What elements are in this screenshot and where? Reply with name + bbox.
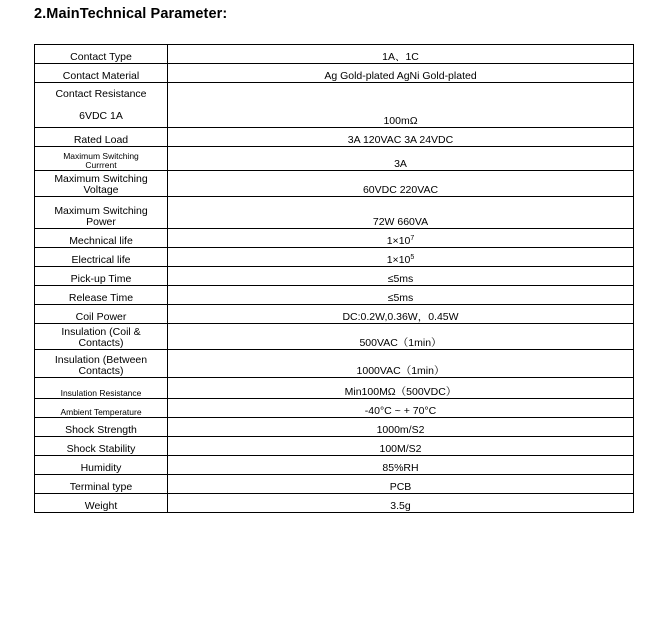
parameter-label: Electrical life xyxy=(35,248,168,267)
table-row xyxy=(35,171,634,197)
parameter-label-line: Contact Resistance xyxy=(55,88,147,100)
table-row xyxy=(35,305,634,324)
parameter-label: Shock Strength xyxy=(35,418,168,437)
parameter-value: 60VDC 220VAC xyxy=(168,171,634,197)
section-heading: 2.MainTechnical Parameter: xyxy=(34,6,228,22)
parameter-value: ≤5ms xyxy=(168,286,634,305)
parameter-label: Shock Stability xyxy=(35,437,168,456)
parameter-value: 1000m/S2 xyxy=(168,418,634,437)
parameter-value: 100M/S2 xyxy=(168,437,634,456)
table-row xyxy=(35,64,634,83)
parameter-label: Terminal type xyxy=(35,475,168,494)
parameter-value xyxy=(168,229,634,248)
table-row xyxy=(35,286,634,305)
parameter-label-line: Currrent xyxy=(85,160,117,170)
table-row xyxy=(35,45,634,64)
parameter-label-line: Maximum Switching xyxy=(54,205,148,217)
parameter-label-line: 6VDC 1A xyxy=(79,110,123,122)
parameter-value: 85%RH xyxy=(168,456,634,475)
table-row xyxy=(35,418,634,437)
parameter-label xyxy=(35,83,168,128)
parameter-label: Ambient Temperature xyxy=(35,399,168,418)
parameter-label-line: Contacts) xyxy=(78,365,124,377)
value-base: 1×10 xyxy=(386,254,411,266)
parameter-value: 3.5g xyxy=(168,494,634,513)
value-exponent: 5 xyxy=(410,254,415,261)
parameter-value: Ag Gold-plated AgNi Gold-plated xyxy=(168,64,634,83)
parameter-value: 3A xyxy=(168,147,634,171)
parameter-value: 1000VAC（1min） xyxy=(168,350,634,378)
parameter-label xyxy=(35,171,168,197)
table-row xyxy=(35,350,634,378)
parameter-value: DC:0.2W,0.36W，0.45W xyxy=(168,305,634,324)
table-row xyxy=(35,248,634,267)
parameter-value: 1A、1C xyxy=(168,45,634,64)
table-row xyxy=(35,267,634,286)
parameter-label xyxy=(35,350,168,378)
parameter-label-line: Voltage xyxy=(83,184,119,196)
value-exponent: 7 xyxy=(410,235,415,242)
parameter-value: Min100MΩ（500VDC） xyxy=(168,378,634,399)
parameter-label: Coil Power xyxy=(35,305,168,324)
table-row xyxy=(35,494,634,513)
table-row xyxy=(35,147,634,171)
parameter-value: ≤5ms xyxy=(168,267,634,286)
table-row xyxy=(35,128,634,147)
parameter-value: -40°C ~ + 70°C xyxy=(168,399,634,418)
parameter-value: PCB xyxy=(168,475,634,494)
table-row xyxy=(35,229,634,248)
parameter-label-line: Maximum Switching xyxy=(63,151,139,161)
parameter-value: 3A 120VAC 3A 24VDC xyxy=(168,128,634,147)
table-row xyxy=(35,83,634,128)
parameter-value: 100mΩ xyxy=(168,83,634,128)
parameter-value: 72W 660VA xyxy=(168,197,634,229)
parameter-label xyxy=(35,197,168,229)
table-row xyxy=(35,378,634,399)
parameter-label: Weight xyxy=(35,494,168,513)
parameter-label: Contact Material xyxy=(35,64,168,83)
parameter-label: Humidity xyxy=(35,456,168,475)
parameter-label: Rated Load xyxy=(35,128,168,147)
parameter-label-line: Insulation (Between xyxy=(54,354,148,366)
parameter-label: Pick-up Time xyxy=(35,267,168,286)
parameter-label xyxy=(35,324,168,350)
parameter-label: Release Time xyxy=(35,286,168,305)
table-row xyxy=(35,437,634,456)
table-row xyxy=(35,456,634,475)
parameter-label-line: Insulation (Coil & xyxy=(61,326,141,338)
parameter-value: 500VAC（1min） xyxy=(168,324,634,350)
parameter-label: Mechnical life xyxy=(35,229,168,248)
parameter-label: Insulation Resistance xyxy=(35,378,168,399)
parameter-label xyxy=(35,147,168,171)
parameter-label-line: Maximum Switching xyxy=(54,173,148,185)
parameter-value xyxy=(168,248,634,267)
table-row xyxy=(35,324,634,350)
table-row xyxy=(35,399,634,418)
value-base: 1×10 xyxy=(386,235,411,247)
technical-parameter-table xyxy=(34,44,634,513)
table-row xyxy=(35,475,634,494)
parameter-label-line: Power xyxy=(86,216,116,228)
parameter-label-line: Contacts) xyxy=(78,337,124,349)
table-row xyxy=(35,197,634,229)
parameter-label: Contact Type xyxy=(35,45,168,64)
